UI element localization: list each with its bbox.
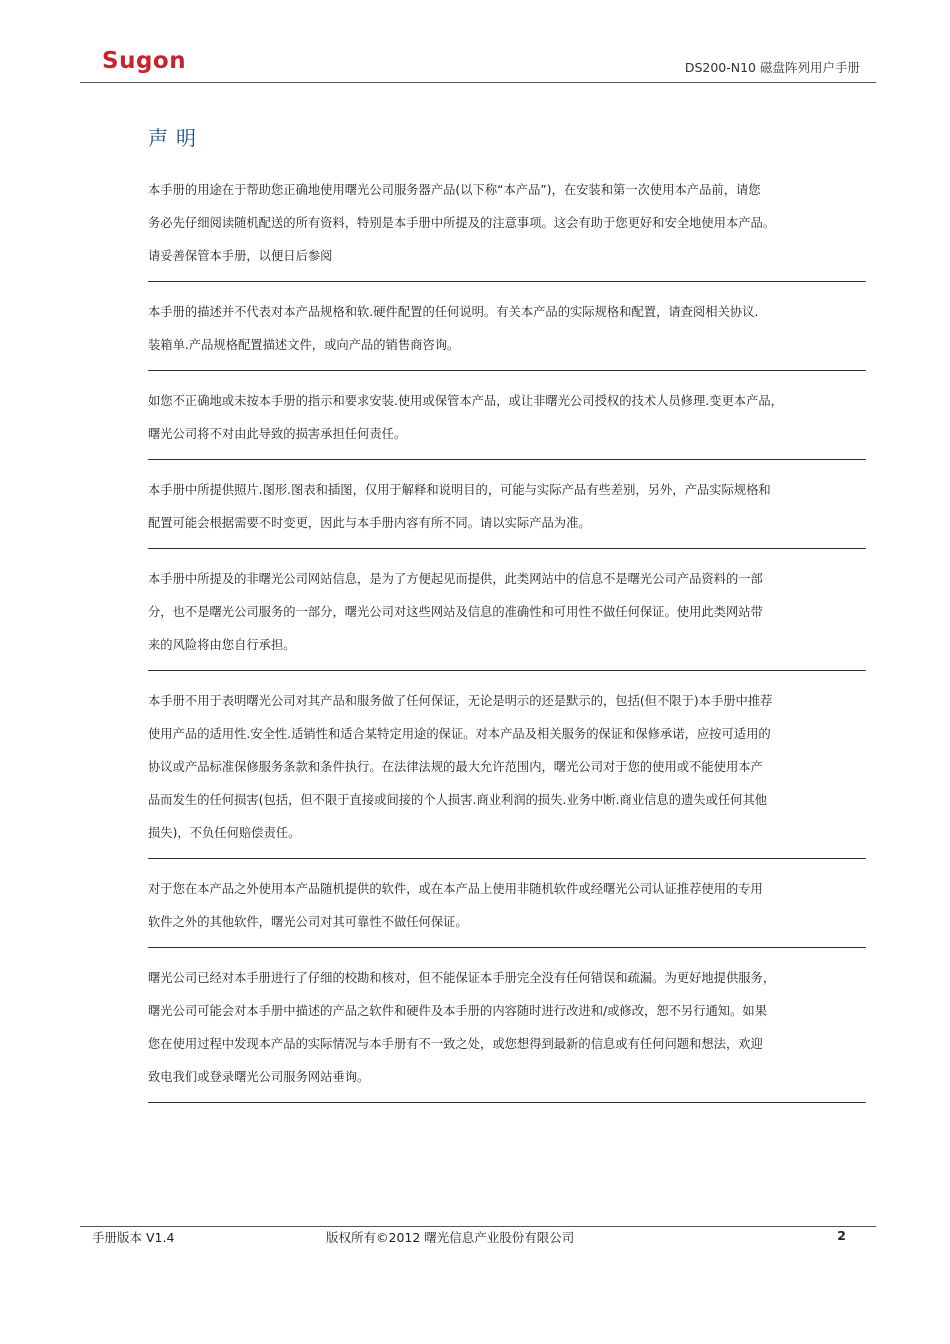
manual-version: 手册版本 V1.4 xyxy=(92,1230,175,1245)
page-number: 2 xyxy=(837,1228,846,1243)
page-footer xyxy=(80,1226,876,1251)
disclaimer-section xyxy=(148,559,866,671)
paragraph-line: 品而发生的任何损害(包括，但不限于直接或间接的个人损害.商业利润的损失.业务中断.商业信息的遗失或任何其他 xyxy=(148,793,768,807)
disclaimer-section xyxy=(148,470,866,549)
paragraph-line: 使用产品的适用性.安全性.适销性和适合某特定用途的保证。对本产品及相关服务的保证和保修承诺，应按可适用的 xyxy=(148,727,771,741)
paragraph-line: 本手册中所提供照片.图形.图表和插图，仅用于解释和说明目的，可能与实际产品有些差别，另外，产品实际规格和 xyxy=(148,483,771,497)
sugon-logo: Sugon xyxy=(102,48,187,74)
disclaimer-section xyxy=(148,869,866,948)
paragraph-line: 装箱单.产品规格配置描述文件，或向产品的销售商咨询。 xyxy=(148,338,460,352)
copyright-notice: 版权所有©2012 曙光信息产业股份有限公司 xyxy=(326,1230,575,1245)
paragraph-line: 如您不正确地或未按本手册的指示和要求安装.使用或保管本产品，或让非曙光公司授权的技术人员修理.变更本产品， xyxy=(148,394,783,408)
paragraph-line: 致电我们或登录曙光公司服务网站垂询。 xyxy=(148,1070,370,1084)
disclaimer-section xyxy=(148,681,866,859)
paragraph-line: 对于您在本产品之外使用本产品随机提供的软件，或在本产品上使用非随机软件或经曙光公司认证推荐使用的专用 xyxy=(148,882,763,896)
paragraph-line: 协议或产品标准保修服务条款和条件执行。在法律法规的最大允许范围内，曙光公司对于您的使用或不能使用本产 xyxy=(148,760,763,774)
paragraph-line: 分，也不是曙光公司服务的一部分，曙光公司对这些网站及信息的准确性和可用性不做任何保证。使用此类网站带 xyxy=(148,605,763,619)
disclaimer-section xyxy=(148,170,866,282)
paragraph-line: 本手册的用途在于帮助您正确地使用曙光公司服务器产品(以下称“本产品”)，在安装和第一次使用本产品前，请您 xyxy=(148,183,761,197)
paragraph-line: 您在使用过程中发现本产品的实际情况与本手册有不一致之处，或您想得到最新的信息或有任何问题和想法，欢迎 xyxy=(148,1037,763,1051)
paragraph-line: 曙光公司将不对由此导致的损害承担任何责任。 xyxy=(148,427,407,441)
document-title: DS200-N10 磁盘阵列用户手册 xyxy=(684,60,860,75)
paragraph-line: 来的风险将由您自行承担。 xyxy=(148,638,296,652)
disclaimer-section xyxy=(148,292,866,371)
disclaimer-section xyxy=(148,958,866,1103)
paragraph-line: 本手册的描述并不代表对本产品规格和软.硬件配置的任何说明。有关本产品的实际规格和配置，请查阅相关协议. xyxy=(148,305,759,319)
page-title: 声明 xyxy=(148,126,204,150)
paragraph-line: 务必先仔细阅读随机配送的所有资料，特别是本手册中所提及的注意事项。这会有助于您更好和安全地使用本产品。 xyxy=(148,216,776,230)
paragraph-line: 软件之外的其他软件，曙光公司对其可靠性不做任何保证。 xyxy=(148,915,468,929)
paragraph-line: 本手册中所提及的非曙光公司网站信息，是为了方便起见而提供，此类网站中的信息不是曙光公司产品资料的一部 xyxy=(148,572,763,586)
disclaimer-sections xyxy=(148,170,866,1113)
paragraph-line: 本手册不用于表明曙光公司对其产品和服务做了任何保证，无论是明示的还是默示的，包括(但不限于)本手册中推荐 xyxy=(148,694,773,708)
paragraph-line: 请妥善保管本手册，以便日后参阅 xyxy=(148,249,333,263)
paragraph-line: 曙光公司已经对本手册进行了仔细的校勘和核对，但不能保证本手册完全没有任何错误和疏漏。为更好地提供服务， xyxy=(148,971,776,985)
paragraph-line: 损失)，不负任何赔偿责任。 xyxy=(148,826,301,840)
disclaimer-section xyxy=(148,381,866,460)
page-header xyxy=(80,40,876,83)
paragraph-line: 配置可能会根据需要不时变更，因此与本手册内容有所不同。请以实际产品为准。 xyxy=(148,516,591,530)
paragraph-line: 曙光公司可能会对本手册中描述的产品之软件和硬件及本手册的内容随时进行改进和/或修改，恕不另行通知。如果 xyxy=(148,1004,767,1018)
